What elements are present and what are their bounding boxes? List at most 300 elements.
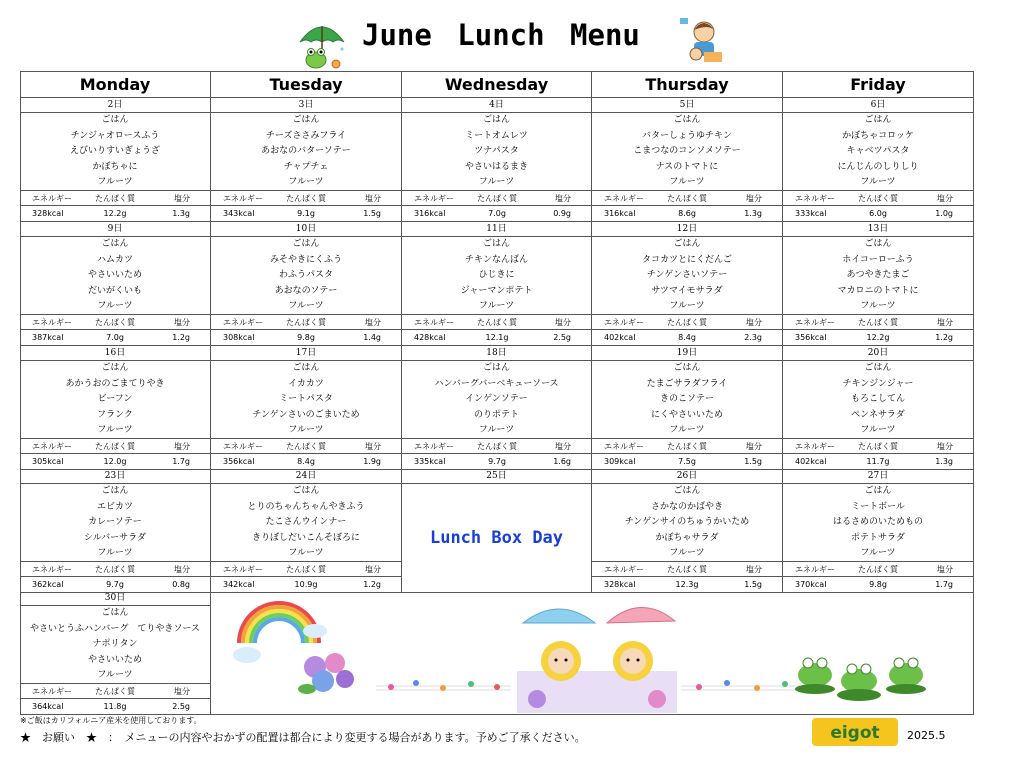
energy-label: エネルギー bbox=[604, 442, 644, 451]
date-label: 12日 bbox=[592, 222, 783, 237]
company-logo bbox=[812, 718, 898, 746]
protein-label: たんぱく質 bbox=[858, 565, 898, 574]
menu-item: あおなのバターソテー bbox=[261, 146, 351, 157]
energy-value: 309kcal bbox=[604, 457, 636, 466]
protein-value: 7.0g bbox=[106, 333, 124, 342]
energy-value: 428kcal bbox=[414, 333, 446, 342]
salt-value: 1.6g bbox=[553, 457, 571, 466]
energy-value: 328kcal bbox=[604, 580, 636, 589]
nutrition-info bbox=[592, 315, 783, 346]
nutrition-info bbox=[211, 439, 402, 470]
nutrition-info bbox=[783, 562, 974, 593]
nutrition-info bbox=[783, 439, 974, 470]
protein-label: たんぱく質 bbox=[858, 442, 898, 451]
energy-value: 402kcal bbox=[795, 457, 827, 466]
menu-item: きりぼしだいこんそぼろに bbox=[251, 532, 360, 543]
menu-item: フルーツ bbox=[860, 177, 896, 188]
salt-label: 塩分 bbox=[746, 194, 762, 203]
day-header-thursday: Thursday bbox=[592, 71, 783, 98]
menu-item: たこさんウインナー bbox=[265, 517, 347, 528]
date-label: 6日 bbox=[783, 98, 974, 113]
salt-value: 1.3g bbox=[744, 209, 762, 218]
energy-value: 362kcal bbox=[32, 580, 64, 589]
frog-umbrella-illustration bbox=[296, 18, 348, 70]
menu-items bbox=[592, 484, 783, 562]
energy-label: エネルギー bbox=[223, 442, 263, 451]
date-label: 23日 bbox=[20, 469, 211, 484]
date-label: 5日 bbox=[592, 98, 783, 113]
protein-label: たんぱく質 bbox=[286, 442, 326, 451]
date-label: 2日 bbox=[20, 98, 211, 113]
menu-item: のりポテト bbox=[473, 409, 519, 420]
menu-item: あおなのソテー bbox=[274, 285, 338, 296]
energy-label: エネルギー bbox=[32, 687, 72, 696]
menu-item: ごはん bbox=[673, 115, 701, 125]
salt-label: 塩分 bbox=[746, 442, 762, 451]
menu-items bbox=[402, 237, 592, 315]
protein-value: 8.4g bbox=[678, 333, 696, 342]
salt-label: 塩分 bbox=[365, 442, 381, 451]
rainbow-icon bbox=[233, 603, 327, 663]
nutrition-info bbox=[211, 315, 402, 346]
salt-value: 0.9g bbox=[553, 209, 571, 218]
menu-item: やさいとうふハンバーグ てりやきソース bbox=[30, 623, 200, 634]
menu-item: イカカツ bbox=[288, 378, 324, 389]
energy-value: 316kcal bbox=[414, 209, 446, 218]
notice-text: ★ お願い ★ ： メニューの内容やおかずの配置は都合により変更する場合があります。予めご了承ください。 bbox=[20, 731, 586, 744]
salt-label: 塩分 bbox=[555, 442, 571, 451]
menu-item: やさいはるまき bbox=[464, 161, 528, 172]
menu-item: ごはん bbox=[482, 115, 510, 125]
menu-item: みそやきにくふう bbox=[269, 254, 342, 265]
header bbox=[0, 0, 1024, 72]
menu-item: ハンバーグバーベキューソース bbox=[434, 378, 559, 389]
salt-value: 2.3g bbox=[744, 333, 762, 342]
menu-items bbox=[20, 606, 211, 684]
menu-item: フルーツ bbox=[478, 177, 515, 188]
nutrition-info bbox=[783, 191, 974, 222]
menu-item: かぼちゃコロッケ bbox=[842, 130, 914, 141]
menu-items bbox=[783, 361, 974, 439]
salt-label: 塩分 bbox=[174, 442, 190, 451]
energy-label: エネルギー bbox=[32, 442, 72, 451]
salt-label: 塩分 bbox=[937, 442, 953, 451]
date-label: 16日 bbox=[20, 346, 211, 361]
date-label: 11日 bbox=[402, 222, 592, 237]
nutrition-info bbox=[20, 439, 211, 470]
protein-label: たんぱく質 bbox=[477, 194, 517, 203]
menu-item: ごはん bbox=[482, 239, 510, 249]
menu-item: ごはん bbox=[673, 486, 701, 496]
menu-item: フルーツ bbox=[97, 177, 133, 188]
energy-value: 333kcal bbox=[795, 209, 827, 218]
menu-item: ビーフン bbox=[97, 394, 133, 405]
menu-item: キャベツパスタ bbox=[846, 146, 910, 157]
date-label: 24日 bbox=[211, 469, 402, 484]
menu-items bbox=[20, 484, 211, 562]
issue-date: 2025.5 bbox=[907, 729, 946, 742]
salt-label: 塩分 bbox=[174, 194, 190, 203]
menu-items bbox=[20, 113, 211, 191]
date-label: 27日 bbox=[783, 469, 974, 484]
menu-item: フルーツ bbox=[288, 177, 324, 188]
menu-item: チャプチェ bbox=[283, 161, 329, 172]
salt-value: 1.0g bbox=[935, 209, 953, 218]
menu-items bbox=[402, 361, 592, 439]
protein-value: 9.8g bbox=[869, 580, 887, 589]
energy-label: エネルギー bbox=[32, 565, 72, 574]
protein-value: 12.3g bbox=[675, 580, 699, 589]
energy-label: エネルギー bbox=[32, 318, 72, 327]
menu-item: ごはん bbox=[101, 115, 129, 125]
energy-label: エネルギー bbox=[223, 565, 263, 574]
menu-item: ナスのトマトに bbox=[655, 161, 719, 172]
menu-item: ツナパスタ bbox=[474, 146, 519, 157]
salt-value: 1.3g bbox=[935, 457, 953, 466]
date-label: 13日 bbox=[783, 222, 974, 237]
protein-value: 12.0g bbox=[103, 457, 127, 466]
nutrition-info bbox=[402, 315, 592, 346]
protein-label: たんぱく質 bbox=[95, 194, 135, 203]
menu-item: チンゲンさいソテー bbox=[646, 270, 728, 281]
menu-item: ごはん bbox=[864, 239, 892, 249]
menu-items bbox=[783, 484, 974, 562]
menu-item: フルーツ bbox=[97, 548, 133, 559]
menu-item: さかなのかばやき bbox=[650, 501, 723, 512]
date-label: 9日 bbox=[20, 222, 211, 237]
menu-item: バターしょうゆチキン bbox=[642, 130, 732, 141]
day-header-wednesday: Wednesday bbox=[402, 71, 592, 98]
frogs-icon bbox=[795, 658, 926, 701]
nutrition-info bbox=[402, 439, 592, 470]
menu-item: はるさめのいためもの bbox=[832, 517, 923, 528]
protein-value: 9.7g bbox=[488, 457, 506, 466]
kids-illustration bbox=[678, 14, 728, 64]
energy-label: エネルギー bbox=[414, 194, 454, 203]
menu-item: フルーツ bbox=[97, 670, 133, 681]
energy-label: エネルギー bbox=[414, 442, 454, 451]
date-label: 3日 bbox=[211, 98, 402, 113]
protein-label: たんぱく質 bbox=[667, 318, 707, 327]
salt-label: 塩分 bbox=[555, 194, 571, 203]
menu-item: ホイコーローふう bbox=[842, 254, 914, 265]
menu-item: シルバーサラダ bbox=[83, 532, 147, 543]
menu-item: にくやさいいため bbox=[650, 409, 723, 420]
salt-label: 塩分 bbox=[746, 565, 762, 574]
protein-value: 9.7g bbox=[106, 580, 124, 589]
lunch-box-day-label: Lunch Box Day bbox=[402, 484, 592, 593]
date-label: 30日 bbox=[20, 591, 211, 606]
menu-item: チンジャオロースふう bbox=[70, 130, 160, 141]
menu-item: フルーツ bbox=[288, 425, 324, 436]
nutrition-info bbox=[20, 684, 211, 715]
protein-value: 6.0g bbox=[869, 209, 887, 218]
salt-value: 2.5g bbox=[553, 333, 571, 342]
menu-items bbox=[211, 484, 402, 562]
energy-label: エネルギー bbox=[414, 318, 454, 327]
menu-item: フルーツ bbox=[860, 548, 896, 559]
menu-item: フルーツ bbox=[97, 301, 133, 312]
menu-item: ごはん bbox=[864, 363, 892, 373]
salt-label: 塩分 bbox=[174, 318, 190, 327]
salt-label: 塩分 bbox=[365, 565, 381, 574]
date-label: 4日 bbox=[402, 98, 592, 113]
energy-value: 356kcal bbox=[795, 333, 827, 342]
nutrition-info bbox=[20, 315, 211, 346]
date-label: 20日 bbox=[783, 346, 974, 361]
rice-footnote: ※ご飯はカリフォルニア産米を使用しております。 bbox=[20, 716, 202, 725]
energy-label: エネルギー bbox=[604, 565, 644, 574]
menu-item: チンゲンさいのごまいため bbox=[252, 409, 360, 420]
nutrition-info bbox=[211, 191, 402, 222]
protein-label: たんぱく質 bbox=[667, 442, 707, 451]
menu-items bbox=[20, 361, 211, 439]
menu-items bbox=[783, 113, 974, 191]
nutrition-info bbox=[402, 191, 592, 222]
hydrangea-icon bbox=[298, 653, 354, 694]
menu-item: やさいいため bbox=[87, 654, 142, 665]
menu-item: たまごサラダフライ bbox=[646, 378, 728, 389]
salt-label: 塩分 bbox=[174, 565, 190, 574]
salt-label: 塩分 bbox=[937, 194, 953, 203]
protein-value: 11.7g bbox=[866, 457, 890, 466]
menu-item: サツマイモサラダ bbox=[651, 285, 723, 296]
nutrition-info bbox=[592, 191, 783, 222]
menu-item: とりのちゃんちゃんやきふう bbox=[247, 501, 365, 512]
day-header-friday: Friday bbox=[783, 71, 974, 98]
date-label: 18日 bbox=[402, 346, 592, 361]
protein-value: 11.8g bbox=[103, 702, 127, 711]
menu-item: ひじきに bbox=[478, 270, 515, 281]
decoration-area bbox=[211, 591, 974, 715]
energy-value: 364kcal bbox=[32, 702, 64, 711]
menu-item: ごはん bbox=[864, 115, 892, 125]
energy-label: エネルギー bbox=[795, 318, 835, 327]
page-title: June Lunch Menu bbox=[362, 18, 640, 52]
menu-item: フルーツ bbox=[288, 301, 324, 312]
menu-item: フルーツ bbox=[478, 425, 515, 436]
protein-label: たんぱく質 bbox=[95, 687, 135, 696]
menu-item: ジャーマンポテト bbox=[460, 285, 533, 296]
protein-label: たんぱく質 bbox=[95, 565, 135, 574]
protein-value: 12.2g bbox=[866, 333, 890, 342]
menu-items bbox=[20, 237, 211, 315]
menu-item: にんじんのしりしり bbox=[837, 161, 919, 172]
protein-value: 9.1g bbox=[297, 209, 315, 218]
menu-item: ごはん bbox=[673, 363, 701, 373]
date-label: 19日 bbox=[592, 346, 783, 361]
protein-value: 7.5g bbox=[678, 457, 696, 466]
menu-item: きのこソテー bbox=[659, 394, 714, 405]
protein-value: 12.1g bbox=[485, 333, 509, 342]
day-header-tuesday: Tuesday bbox=[211, 71, 402, 98]
energy-value: 335kcal bbox=[414, 457, 446, 466]
salt-value: 1.3g bbox=[172, 209, 190, 218]
menu-item: だいがくいも bbox=[87, 285, 142, 296]
menu-item: ハムカツ bbox=[96, 254, 133, 265]
menu-item: ごはん bbox=[864, 486, 892, 496]
menu-item: チンゲンサイのちゅうかいため bbox=[624, 517, 750, 528]
menu-item: ごはん bbox=[292, 239, 320, 249]
energy-value: 356kcal bbox=[223, 457, 255, 466]
menu-item: ごはん bbox=[101, 608, 129, 618]
protein-label: たんぱく質 bbox=[667, 194, 707, 203]
menu-item: インゲンソテー bbox=[465, 394, 528, 405]
protein-label: たんぱく質 bbox=[667, 565, 707, 574]
salt-value: 1.5g bbox=[744, 580, 762, 589]
protein-label: たんぱく質 bbox=[286, 194, 326, 203]
salt-label: 塩分 bbox=[365, 318, 381, 327]
energy-label: エネルギー bbox=[604, 318, 644, 327]
salt-label: 塩分 bbox=[174, 687, 190, 696]
salt-value: 2.5g bbox=[172, 702, 190, 711]
protein-label: たんぱく質 bbox=[286, 565, 326, 574]
menu-items bbox=[592, 237, 783, 315]
menu-item: かぼちゃに bbox=[92, 161, 138, 172]
menu-item: ごはん bbox=[292, 115, 320, 125]
salt-label: 塩分 bbox=[746, 318, 762, 327]
menu-item: フルーツ bbox=[288, 548, 324, 559]
energy-value: 316kcal bbox=[604, 209, 636, 218]
protein-value: 8.6g bbox=[678, 209, 696, 218]
menu-item: わふうパスタ bbox=[278, 270, 333, 281]
menu-item: チーズささみフライ bbox=[265, 130, 347, 141]
menu-item: ポテトサラダ bbox=[851, 532, 905, 543]
menu-item: フルーツ bbox=[669, 301, 705, 312]
protein-label: たんぱく質 bbox=[858, 194, 898, 203]
salt-label: 塩分 bbox=[937, 318, 953, 327]
protein-label: たんぱく質 bbox=[95, 318, 135, 327]
menu-items bbox=[211, 237, 402, 315]
menu-item: ミートパスタ bbox=[279, 394, 333, 405]
energy-label: エネルギー bbox=[223, 318, 263, 327]
salt-value: 1.2g bbox=[172, 333, 190, 342]
menu-item: フルーツ bbox=[97, 425, 133, 436]
menu-item: フルーツ bbox=[478, 301, 515, 312]
menu-item: フランク bbox=[97, 409, 133, 420]
menu-item: フルーツ bbox=[669, 548, 705, 559]
salt-label: 塩分 bbox=[555, 318, 571, 327]
protein-label: たんぱく質 bbox=[858, 318, 898, 327]
protein-label: たんぱく質 bbox=[477, 318, 517, 327]
salt-value: 0.8g bbox=[172, 580, 190, 589]
energy-label: エネルギー bbox=[32, 194, 72, 203]
date-label: 10日 bbox=[211, 222, 402, 237]
energy-label: エネルギー bbox=[223, 194, 263, 203]
menu-items bbox=[211, 113, 402, 191]
menu-items bbox=[592, 361, 783, 439]
menu-items bbox=[211, 361, 402, 439]
menu-item: チキンなんばん bbox=[465, 254, 528, 265]
menu-item: こまつなのコンソメソテー bbox=[633, 146, 741, 157]
salt-label: 塩分 bbox=[365, 194, 381, 203]
salt-value: 1.9g bbox=[363, 457, 381, 466]
salt-value: 1.7g bbox=[935, 580, 953, 589]
energy-value: 308kcal bbox=[223, 333, 255, 342]
energy-label: エネルギー bbox=[795, 194, 835, 203]
date-label: 25日 bbox=[402, 469, 592, 484]
protein-value: 10.9g bbox=[294, 580, 318, 589]
menu-item: やさいいため bbox=[87, 270, 142, 281]
menu-item: マカロニのトマトに bbox=[837, 285, 919, 296]
date-label: 17日 bbox=[211, 346, 402, 361]
energy-value: 328kcal bbox=[32, 209, 64, 218]
menu-item: フルーツ bbox=[860, 425, 896, 436]
salt-value: 1.2g bbox=[935, 333, 953, 342]
menu-item: チキンジンジャー bbox=[842, 378, 914, 389]
menu-item: あつやきたまご bbox=[846, 270, 910, 281]
menu-item: ごはん bbox=[482, 363, 510, 373]
salt-value: 1.5g bbox=[744, 457, 762, 466]
menu-item: ごはん bbox=[101, 363, 129, 373]
nutrition-info bbox=[783, 315, 974, 346]
logo-text: eigot bbox=[830, 723, 880, 743]
menu-item: ごはん bbox=[101, 239, 129, 249]
date-label: 26日 bbox=[592, 469, 783, 484]
energy-value: 402kcal bbox=[604, 333, 636, 342]
energy-value: 370kcal bbox=[795, 580, 827, 589]
protein-value: 9.8g bbox=[297, 333, 315, 342]
salt-label: 塩分 bbox=[937, 565, 953, 574]
energy-label: エネルギー bbox=[795, 442, 835, 451]
menu-item: ミートオムレツ bbox=[465, 130, 528, 141]
salt-value: 1.2g bbox=[363, 580, 381, 589]
rainy-season-illustration bbox=[211, 591, 973, 714]
menu-item: ペンネサラダ bbox=[851, 409, 905, 420]
menu-item: タコカツとにくだんご bbox=[641, 254, 732, 265]
salt-value: 1.5g bbox=[363, 209, 381, 218]
protein-value: 7.0g bbox=[488, 209, 506, 218]
menu-item: フルーツ bbox=[669, 425, 705, 436]
children-umbrella-icon bbox=[517, 607, 677, 713]
energy-label: エネルギー bbox=[604, 194, 644, 203]
nutrition-info bbox=[592, 439, 783, 470]
nutrition-info bbox=[20, 562, 211, 593]
menu-item: かぼちゃサラダ bbox=[655, 532, 719, 543]
menu-item: えびいりすいぎょうざ bbox=[69, 146, 160, 157]
menu-item: ごはん bbox=[292, 486, 320, 496]
menu-item: ナポリタン bbox=[92, 639, 138, 650]
protein-label: たんぱく質 bbox=[95, 442, 135, 451]
menu-items bbox=[592, 113, 783, 191]
protein-label: たんぱく質 bbox=[286, 318, 326, 327]
menu-item: エビカツ bbox=[96, 501, 133, 512]
menu-item: あかうおのごまてりやき bbox=[65, 378, 165, 389]
nutrition-info bbox=[211, 562, 402, 593]
energy-value: 387kcal bbox=[32, 333, 64, 342]
menu-item: カレーソテー bbox=[88, 517, 142, 528]
menu-item: ミートボール bbox=[851, 501, 905, 512]
salt-value: 1.4g bbox=[363, 333, 381, 342]
energy-value: 342kcal bbox=[223, 580, 255, 589]
menu-item: ごはん bbox=[292, 363, 320, 373]
menu-items bbox=[402, 113, 592, 191]
salt-value: 1.7g bbox=[172, 457, 190, 466]
energy-label: エネルギー bbox=[795, 565, 835, 574]
energy-value: 305kcal bbox=[32, 457, 64, 466]
nutrition-info bbox=[592, 562, 783, 593]
menu-item: ごはん bbox=[101, 486, 129, 496]
menu-item: フルーツ bbox=[860, 301, 896, 312]
protein-value: 8.4g bbox=[297, 457, 315, 466]
protein-label: たんぱく質 bbox=[477, 442, 517, 451]
menu-items bbox=[783, 237, 974, 315]
menu-item: もろこしてん bbox=[850, 394, 905, 405]
nutrition-info bbox=[20, 191, 211, 222]
protein-value: 12.2g bbox=[103, 209, 127, 218]
menu-item: フルーツ bbox=[669, 177, 705, 188]
menu-item: ごはん bbox=[673, 239, 701, 249]
